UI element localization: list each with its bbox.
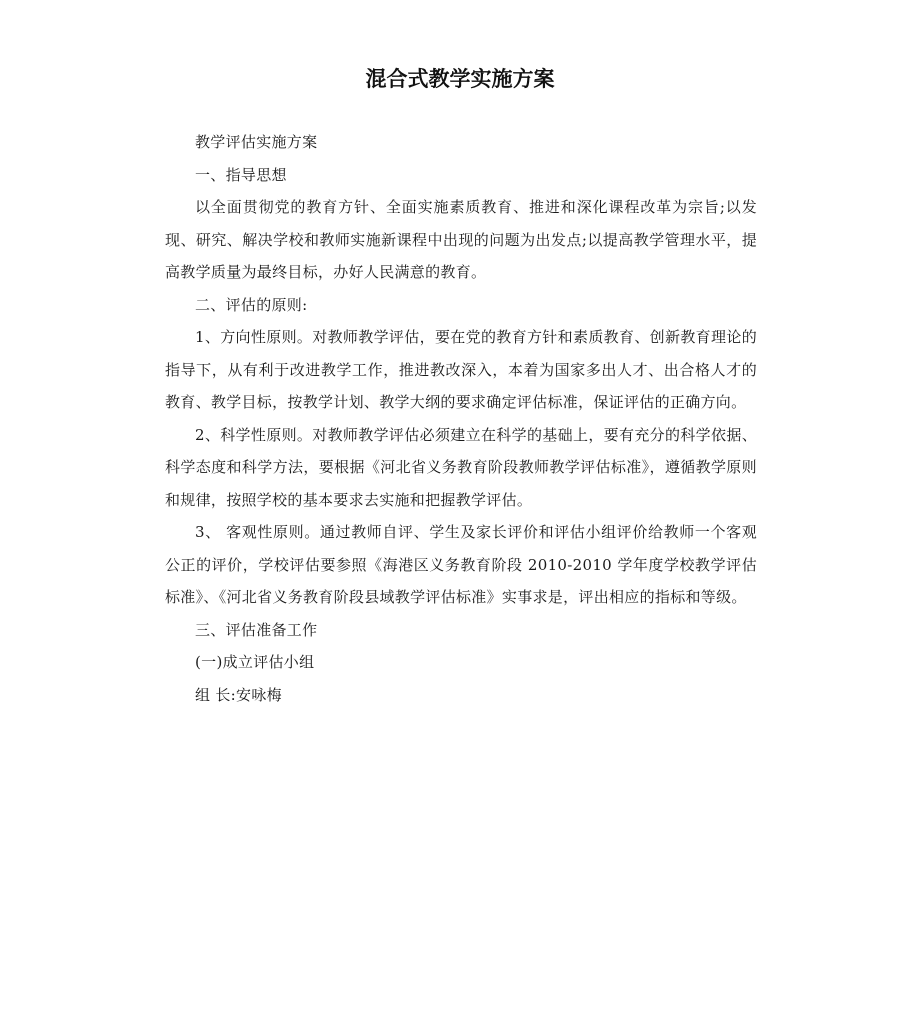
body-paragraph: 3、 客观性原则。通过教师自评、学生及家长评价和评估小组评价给教师一个客观公正的评价，学校评估要参照《海港区义务教育阶段 2010-2010 学年度学校教学评估标准》、《河北省义务教育阶段县域教学评估标准》实事求是，评出相应的指标和等级。 (165, 523, 757, 606)
body-line: 组 长:安咏梅 (195, 685, 282, 704)
document-body (165, 126, 757, 711)
section-heading: 教学评估实施方案 (195, 133, 318, 151)
section-heading: 一、指导思想 (195, 165, 287, 184)
section-heading: 三、评估准备工作 (195, 620, 318, 639)
section-heading: 二、评估的原则: (195, 295, 308, 314)
document-title: 混合式教学实施方案 (365, 67, 555, 91)
body-paragraph: 以全面贯彻党的教育方针、全面实施素质教育、推进和深化课程改革为宗旨;以发现、研究、解决学校和教师实施新课程中出现的问题为出发点;以提高教学管理水平，提高教学质量为最终目标，办好人民满意的教育。 (165, 198, 757, 281)
body-paragraph: 2、科学性原则。对教师教学评估必须建立在科学的基础上，要有充分的科学依据、科学态度和科学方法，要根据《河北省义务教育阶段教师教学评估标准》，遵循教学原则和规律，按照学校的基本要求去实施和把握教学评估。 (165, 425, 757, 509)
body-paragraph: 1、方向性原则。对教师教学评估，要在党的教育方针和素质教育、创新教育理论的指导下，从有利于改进教学工作，推进教改深入，本着为国家多出人才、出合格人才的教育、教学目标，按教学计划、教学大纲的要求确定评估标准，保证评估的正确方向。 (165, 328, 757, 411)
subsection-heading: (一)成立评估小组 (195, 653, 315, 671)
